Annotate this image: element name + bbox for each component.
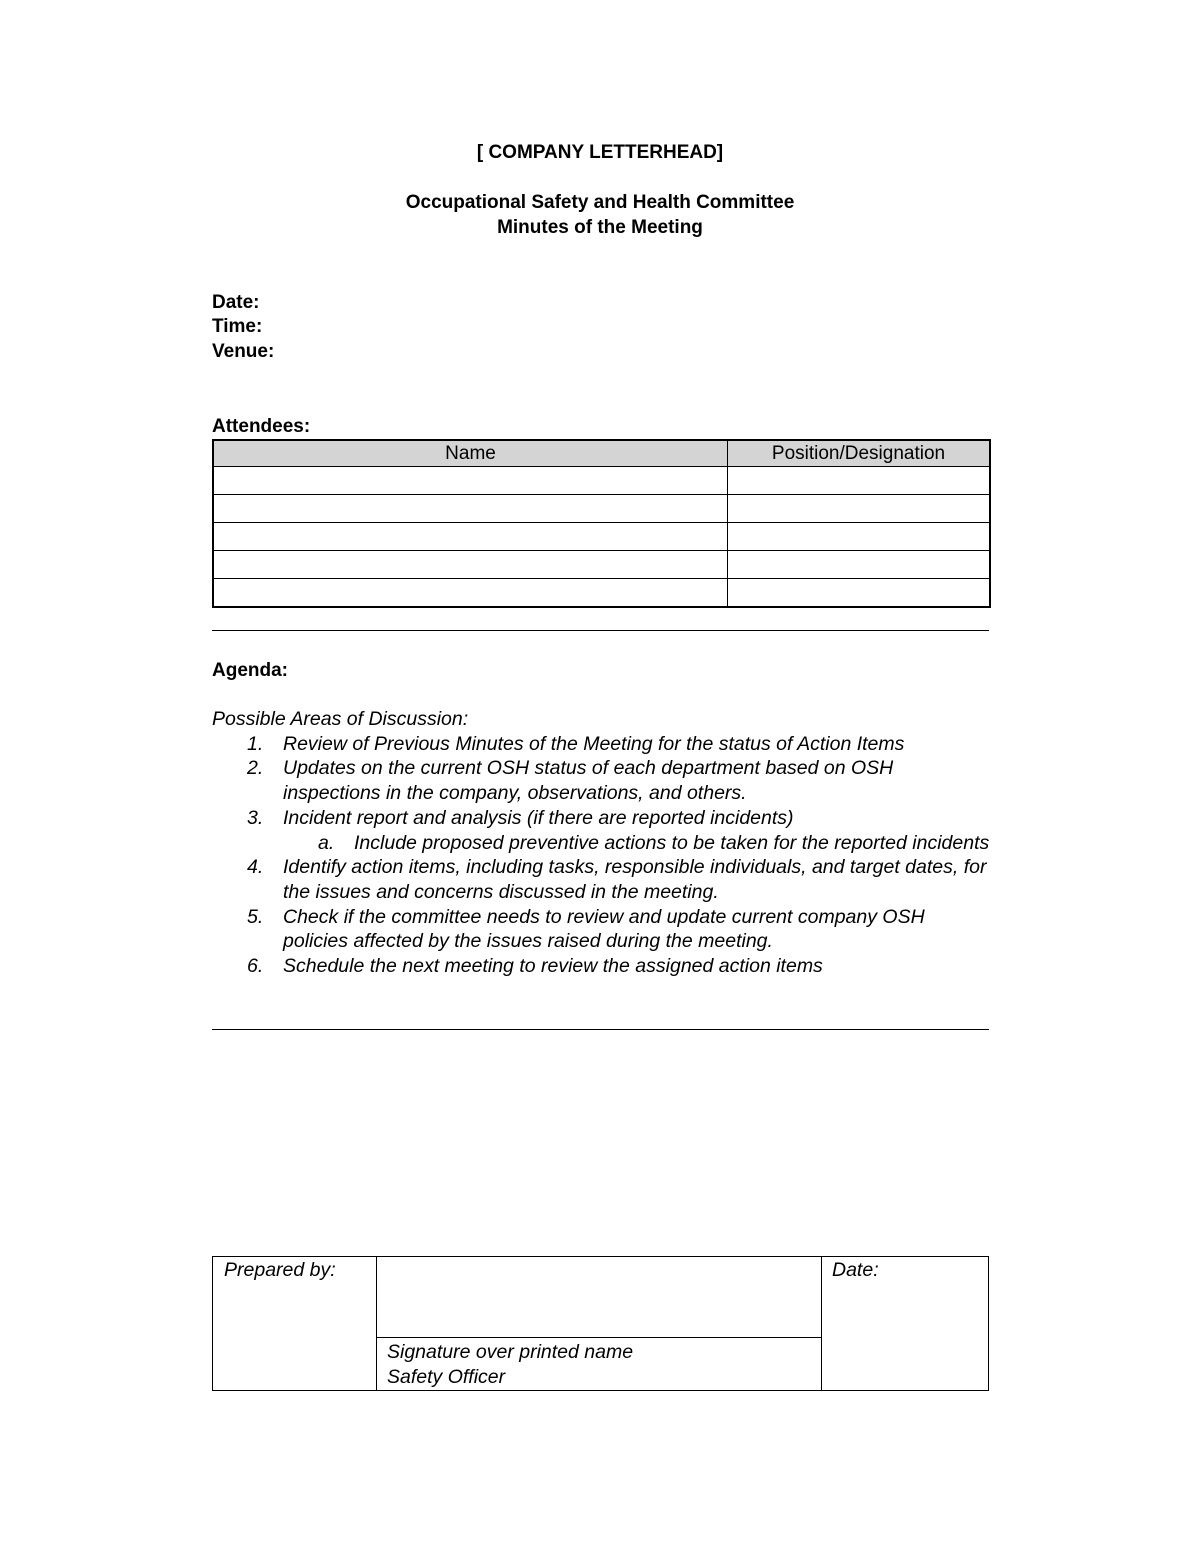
- agenda-label: Agenda:: [212, 660, 288, 681]
- list-item: [212, 806, 992, 831]
- list-item-number: 1.: [247, 732, 264, 755]
- document-title: Occupational Safety and Health Committee: [405, 192, 795, 213]
- agenda-list: [212, 707, 992, 979]
- name-cell[interactable]: [213, 551, 728, 579]
- attendees-table: [212, 439, 991, 608]
- date-cell[interactable]: [822, 1257, 989, 1391]
- name-cell[interactable]: [213, 523, 728, 551]
- list-item: [212, 954, 992, 979]
- signature-caption-cell: [377, 1338, 822, 1391]
- signature-caption: Signature over printed name: [387, 1341, 634, 1363]
- signoff-table: [212, 1256, 989, 1391]
- signatory-role: Safety Officer: [387, 1366, 506, 1388]
- position-cell[interactable]: [728, 551, 991, 579]
- list-subitem-text: Include proposed preventive actions to be taken for the reported incidents: [354, 831, 990, 854]
- column-header-position: Position/Designation: [728, 440, 991, 467]
- list-subitem-letter: a.: [318, 831, 335, 854]
- position-cell[interactable]: [728, 523, 991, 551]
- name-cell[interactable]: [213, 467, 728, 495]
- signoff-date-label: Date:: [832, 1259, 879, 1281]
- time-label: Time:: [212, 316, 263, 337]
- agenda-intro: Possible Areas of Discussion:: [212, 708, 469, 730]
- position-cell[interactable]: [728, 495, 991, 523]
- name-cell[interactable]: [213, 579, 728, 608]
- list-item-text: Schedule the next meeting to review the assigned action items: [283, 955, 823, 978]
- list-item-number: 2.: [247, 757, 264, 780]
- list-item-number: 5.: [247, 905, 264, 928]
- position-cell[interactable]: [728, 467, 991, 495]
- section-divider: [212, 630, 989, 631]
- attendees-header-row: [213, 440, 990, 467]
- list-item: [212, 905, 992, 954]
- list-item-text: Identify action items, including tasks, responsible individuals, and target dates, for the issues and concerns discussed in the meeting.: [283, 856, 987, 903]
- list-item-text: Incident report and analysis (if there are reported incidents): [283, 806, 794, 829]
- name-cell[interactable]: [213, 495, 728, 523]
- company-letterhead: [ COMPANY LETTERHEAD]: [476, 142, 724, 163]
- venue-label: Venue:: [212, 341, 275, 362]
- table-row: [213, 495, 990, 523]
- list-item-text: Check if the committee needs to review and update current company OSH policies affected by the issues raised during the meeting.: [283, 905, 925, 953]
- table-row: [213, 523, 990, 551]
- list-item: [212, 732, 992, 757]
- list-subitem: [212, 831, 992, 856]
- section-divider: [212, 1029, 989, 1030]
- document-subtitle: Minutes of the Meeting: [497, 217, 703, 238]
- list-item-number: 4.: [247, 856, 264, 879]
- prepared-by-cell: [213, 1257, 377, 1391]
- table-row: [213, 551, 990, 579]
- signature-field[interactable]: [377, 1257, 822, 1338]
- column-header-name: Name: [213, 440, 728, 467]
- prepared-by-label: Prepared by:: [224, 1259, 336, 1281]
- table-row: [213, 467, 990, 495]
- position-cell[interactable]: [728, 579, 991, 608]
- table-row: [213, 579, 990, 608]
- list-item-text: Review of Previous Minutes of the Meeting for the status of Action Items: [283, 732, 905, 755]
- list-item: [212, 855, 992, 904]
- list-item-text: Updates on the current OSH status of each department based on OSH inspections in the company, observations, and others.: [283, 757, 894, 805]
- date-label: Date:: [212, 292, 260, 313]
- list-item-number: 3.: [247, 806, 264, 829]
- list-item: [212, 756, 992, 805]
- attendees-label: Attendees:: [212, 416, 311, 437]
- list-item-number: 6.: [247, 955, 264, 978]
